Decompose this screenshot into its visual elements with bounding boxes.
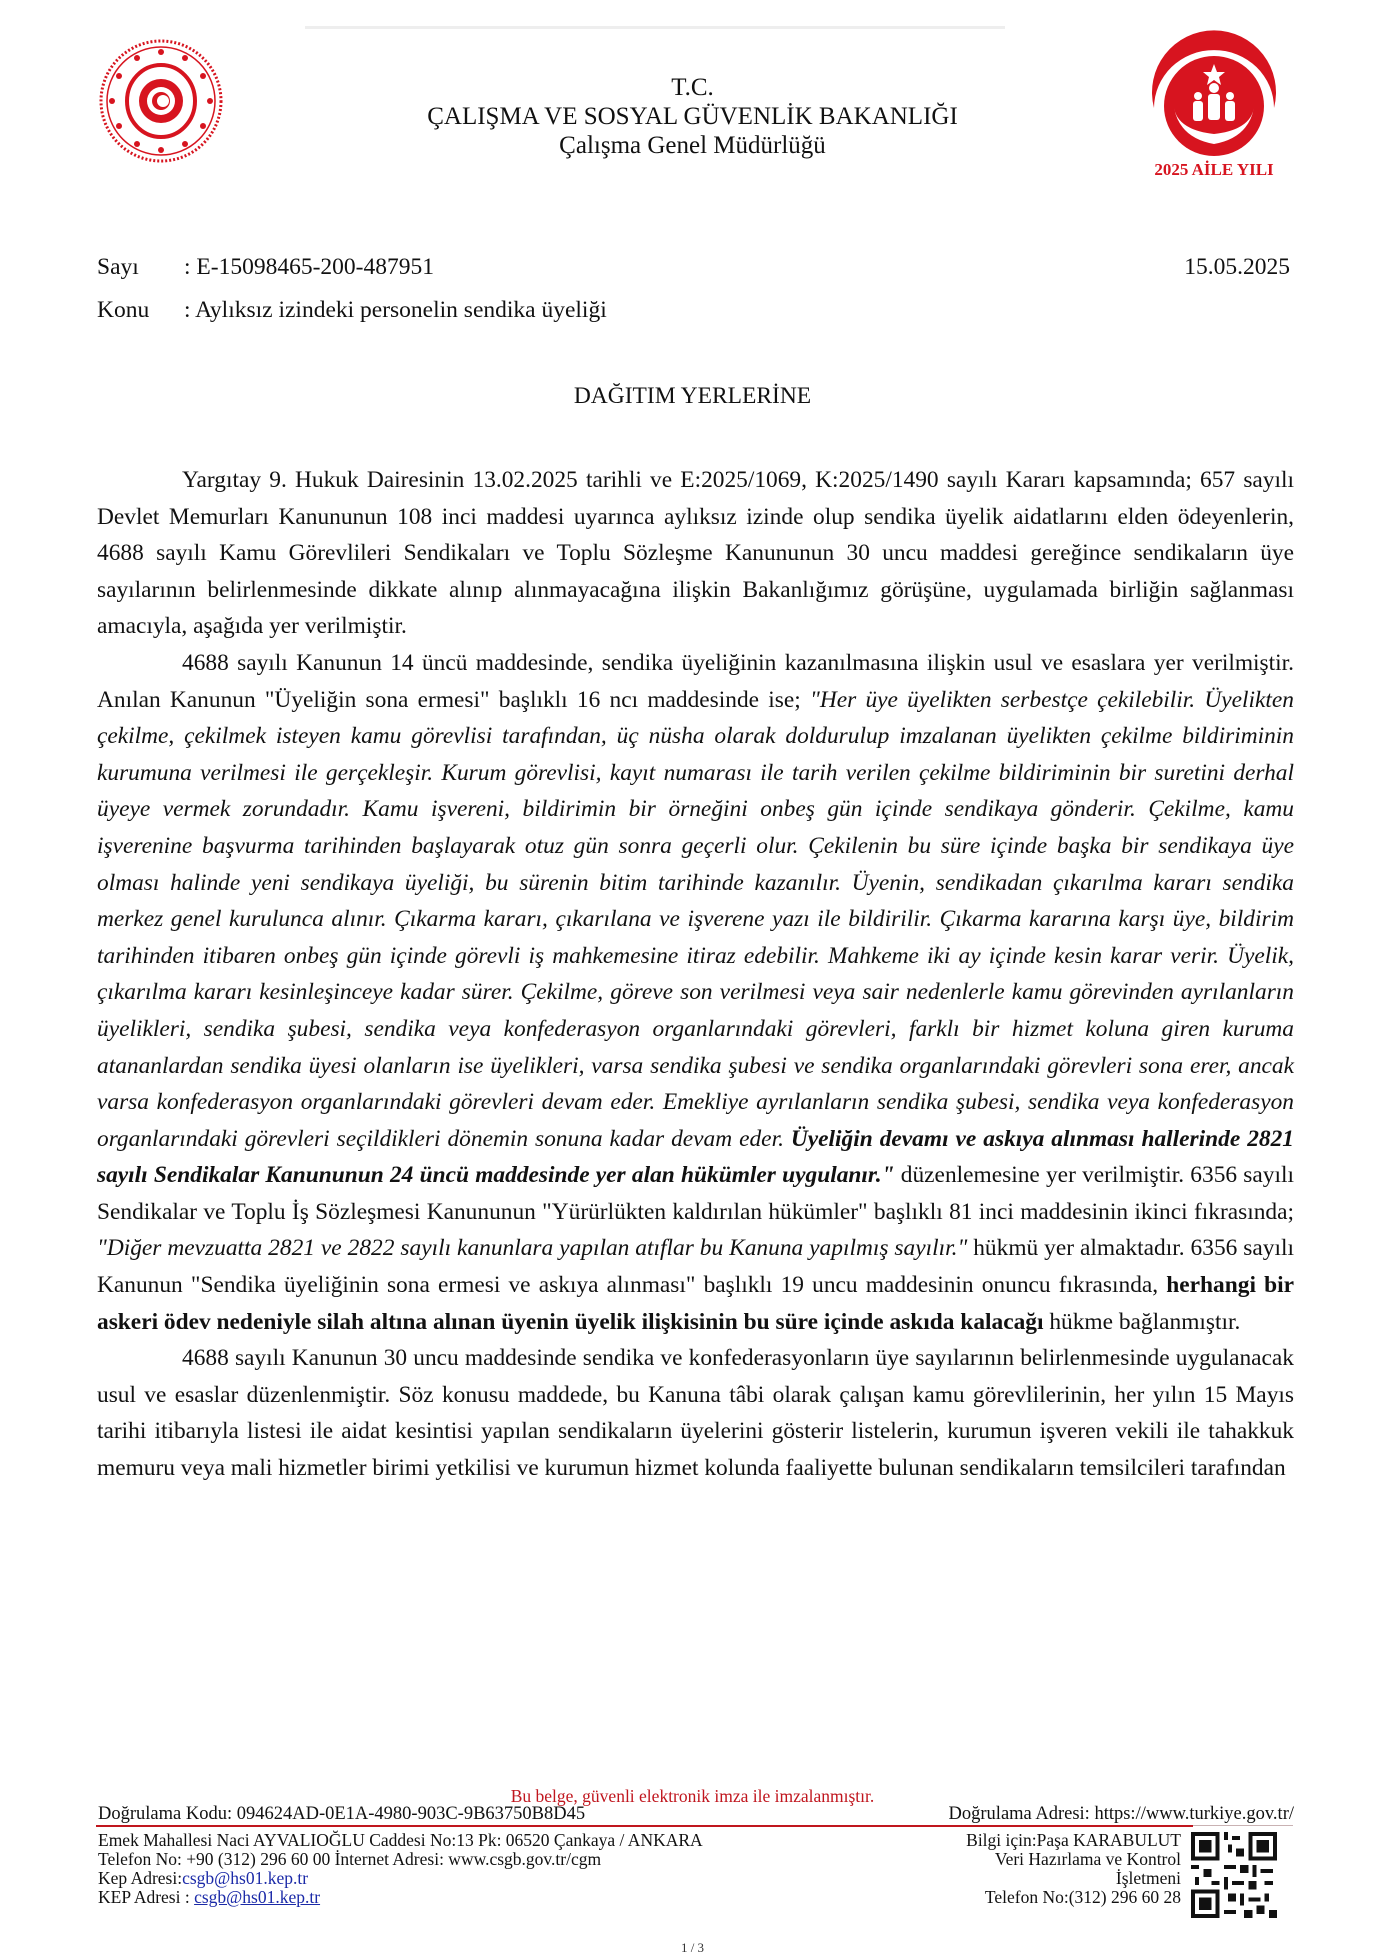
p2-bold: herhangi bir askeri ödev nedeniyle silah altına alınan üyenin üyelik ilişkisinin bu süre içinde askıda kalacağı (97, 1272, 1294, 1335)
scan-artifact (305, 18, 1005, 40)
footer-divider-tail (1193, 1825, 1293, 1826)
paragraph-3: 4688 sayılı Kanunun 30 uncu maddesinde sendika ve konfederasyonların üye sayılarının belirlenmesinde uygulanacak usul ve esaslar düzenlenmiştir. Söz konusu maddede, bu Kanuna tâbi olarak çalışan kamu görevlilerinin, her yılın 15 Mayıs tarihi itibarıyla listesi ile aidat kesintisi yapılan sendikaların üyelerini gösterir listelerin, kurumun işveren vekili ile tahakkuk memuru veya mali hizmetler birimi yetkilisi ve kurumun hizmet kolunda faaliyette bulunan sendikaların temsilcileri tarafından (97, 1345, 1294, 1482)
p2-after: hükmü yer almaktadır. 6356 sayılı Kanunun "Sendika üyeliğinin sona ermesi ve askıya alınması" başlıklı 19 uncu maddesinin onuncu fıkrasında, (97, 1235, 1294, 1299)
footer-kep-2 (98, 1888, 320, 1907)
p2-intro: 4688 sayılı Kanunun 14 üncü maddesinde, sendika üyeliğinin kazanılmasına ilişkin usul ve esaslara yer verilmiştir. Anılan Kanunun "Üyeliğin sona ermesi" başlıklı 16 ncı maddesinde ise; (97, 649, 1294, 713)
verification-code: Doğrulama Kodu: 094624AD-0E1A-4980-903C-9B63750B8D45 (98, 1804, 586, 1824)
footer-address: Emek Mahallesi Naci AYVALIOĞLU Caddesi No:13 Pk: 06520 Çankaya / ANKARA (98, 1830, 703, 1850)
kep-label: KEP Adresi : (98, 1887, 195, 1907)
letter-body (97, 462, 1294, 1487)
kep-link[interactable]: csgb@hs01.kep.tr (194, 1887, 321, 1907)
family-year-label: 2025 AİLE YILI (1154, 160, 1274, 179)
contact-name: Bilgi için:Paşa KARABULUT (966, 1830, 1181, 1850)
p2-mid: düzenlemesine yer verilmiştir. 6356 sayılı Sendikalar ve Toplu İş Sözleşmesi Kanununun "Yürürlükten kaldırılan hükümler" başlıklı 81 inci maddesinin ikinci fıkrasında; (97, 1162, 1294, 1225)
esign-notice: Bu belge, güvenli elektronik imza ile imzalanmıştır. (510, 1786, 875, 1806)
kep-label: Kep Adresi: (98, 1868, 183, 1888)
header-directorate: Çalışma Genel Müdürlüğü (559, 132, 826, 159)
contact-role-line-2: İşletmeni (1115, 1868, 1181, 1888)
reference-number: : E-15098465-200-487951 (184, 254, 434, 280)
footer-phone: Telefon No: +90 (312) 296 60 00 İnternet Adresi: www.csgb.gov.tr/cgm (98, 1849, 602, 1869)
contact-phone: Telefon No:(312) 296 60 28 (984, 1887, 1181, 1907)
footer-kep-1 (98, 1869, 308, 1888)
reference-label: Sayı (97, 254, 139, 280)
header-ministry: ÇALIŞMA VE SOSYAL GÜVENLİK BAKANLIĞI (427, 103, 958, 130)
p2-quote: "Her üye üyelikten serbestçe çekilebilir. Üyelikten çekilme, çekilmek isteyen kamu görevlisi tarafından, üç nüsha olarak doldurulup imzalanan üyelikten çekilme bildiriminin kurumuna verilmesi ile gerçekleşir. Kurum görevlisi, kayıt numarası ile tarih verilen çekilme bildiriminin bir suretini derhal üyeye vermek zorundadır. Kamu işvereni, bildirimin bir örneğini onbeş gün içinde sendikaya gönderir. Çekilme, kamu işverenine başvurma tarihinden başlayarak otuz gün sonra geçerli olur. Çekilenin bu süre içinde başka bir sendikaya üye olması halinde yeni sendikaya üyeliği, bu sürenin bitim tarihinde kazanılır. Üyenin, sendikadan çıkarılma kararı sendika merkez genel kurulunca alınır. Çıkarma kararı, çıkarılana ve işverene yazı ile bildirilir. Çıkarma kararına karşı üye, bildirim tarihinden itibaren onbeş gün içinde görevli iş mahkemesine itiraz edebilir. Mahkeme iki ay içinde kesin karar verir. Üyelik, çıkarılma kararı kesinleşinceye kadar sürer. Çekilme, göreve son verilmesi veya sair nedenlerle kamu görevinden ayrılanların üyelikleri, sendika şubesi, sendika veya konfederasyon organlarındaki görevleri, farklı bir hizmet koluna giren kuruma atananlardan sendika üyesi olanların ise üyelikleri, varsa sendika şubesi ve sendika organlarındaki görevleri sona erer, ancak varsa konfederasyon organlarındaki görevleri devam eder. Emekliye ayrılanların sendika şubesi, sendika veya konfederasyon organlarındaki görevleri seçildikleri dönemin sonuna kadar devam eder. (97, 686, 1294, 1152)
subject-label: Konu (97, 297, 150, 323)
kep-link[interactable]: csgb@hs01.kep.tr (182, 1868, 309, 1888)
paragraph-1: Yargıtay 9. Hukuk Dairesinin 13.02.2025 tarihli ve E:2025/1069, K:2025/1490 sayılı Kararı kapsamında; 657 sayılı Devlet Memurları Kanununun 108 inci maddesi uyarınca aylıksız izinde olup sendika üyelik aidatlarını elden ödeyenlerin, 4688 sayılı Kamu Görevlileri Sendikaları ve Toplu Sözleşme Kanununun 30 uncu maddesi gereğince sendikaların üye sayılarının belirlenmesinde dikkate alınıp alınmayacağına ilişkin Bakanlığımız görüşüne, uygulamada birliğin sağlanması amacıyla, aşağıda yer verilmiştir. (97, 467, 1294, 640)
p2-quote-bold: Üyeliğin devamı ve askıya alınması hallerinde 2821 sayılı Sendikalar Kanununun 24 üncü maddesinde yer alan hükümler uygulanır." (97, 1125, 1294, 1189)
footer-divider (96, 1825, 1193, 1827)
verification-url[interactable]: Doğrulama Adresi: https://www.turkiye.gov.tr/ (948, 1804, 1294, 1824)
subject-value: : Aylıksız izindeki personelin sendika üyeliği (184, 297, 607, 323)
header-country: T.C. (671, 74, 714, 101)
page-number: 1 / 3 (680, 1940, 705, 1955)
qr-code-icon (1191, 1832, 1277, 1918)
p2-end: hükme bağlanmıştır. (1043, 1308, 1241, 1335)
recipients-heading: DAĞITIM YERLERİNE (573, 383, 812, 409)
document-date: 15.05.2025 (1184, 254, 1290, 280)
paragraph-2 (97, 645, 1294, 1340)
contact-role-line-1: Veri Hazırlama ve Kontrol (994, 1849, 1181, 1869)
p2-quote-2: "Diğer mevzuatta 2821 ve 2822 sayılı kanunlara yapılan atıflar bu Kanuna yapılmış sayılır." (97, 1235, 968, 1262)
